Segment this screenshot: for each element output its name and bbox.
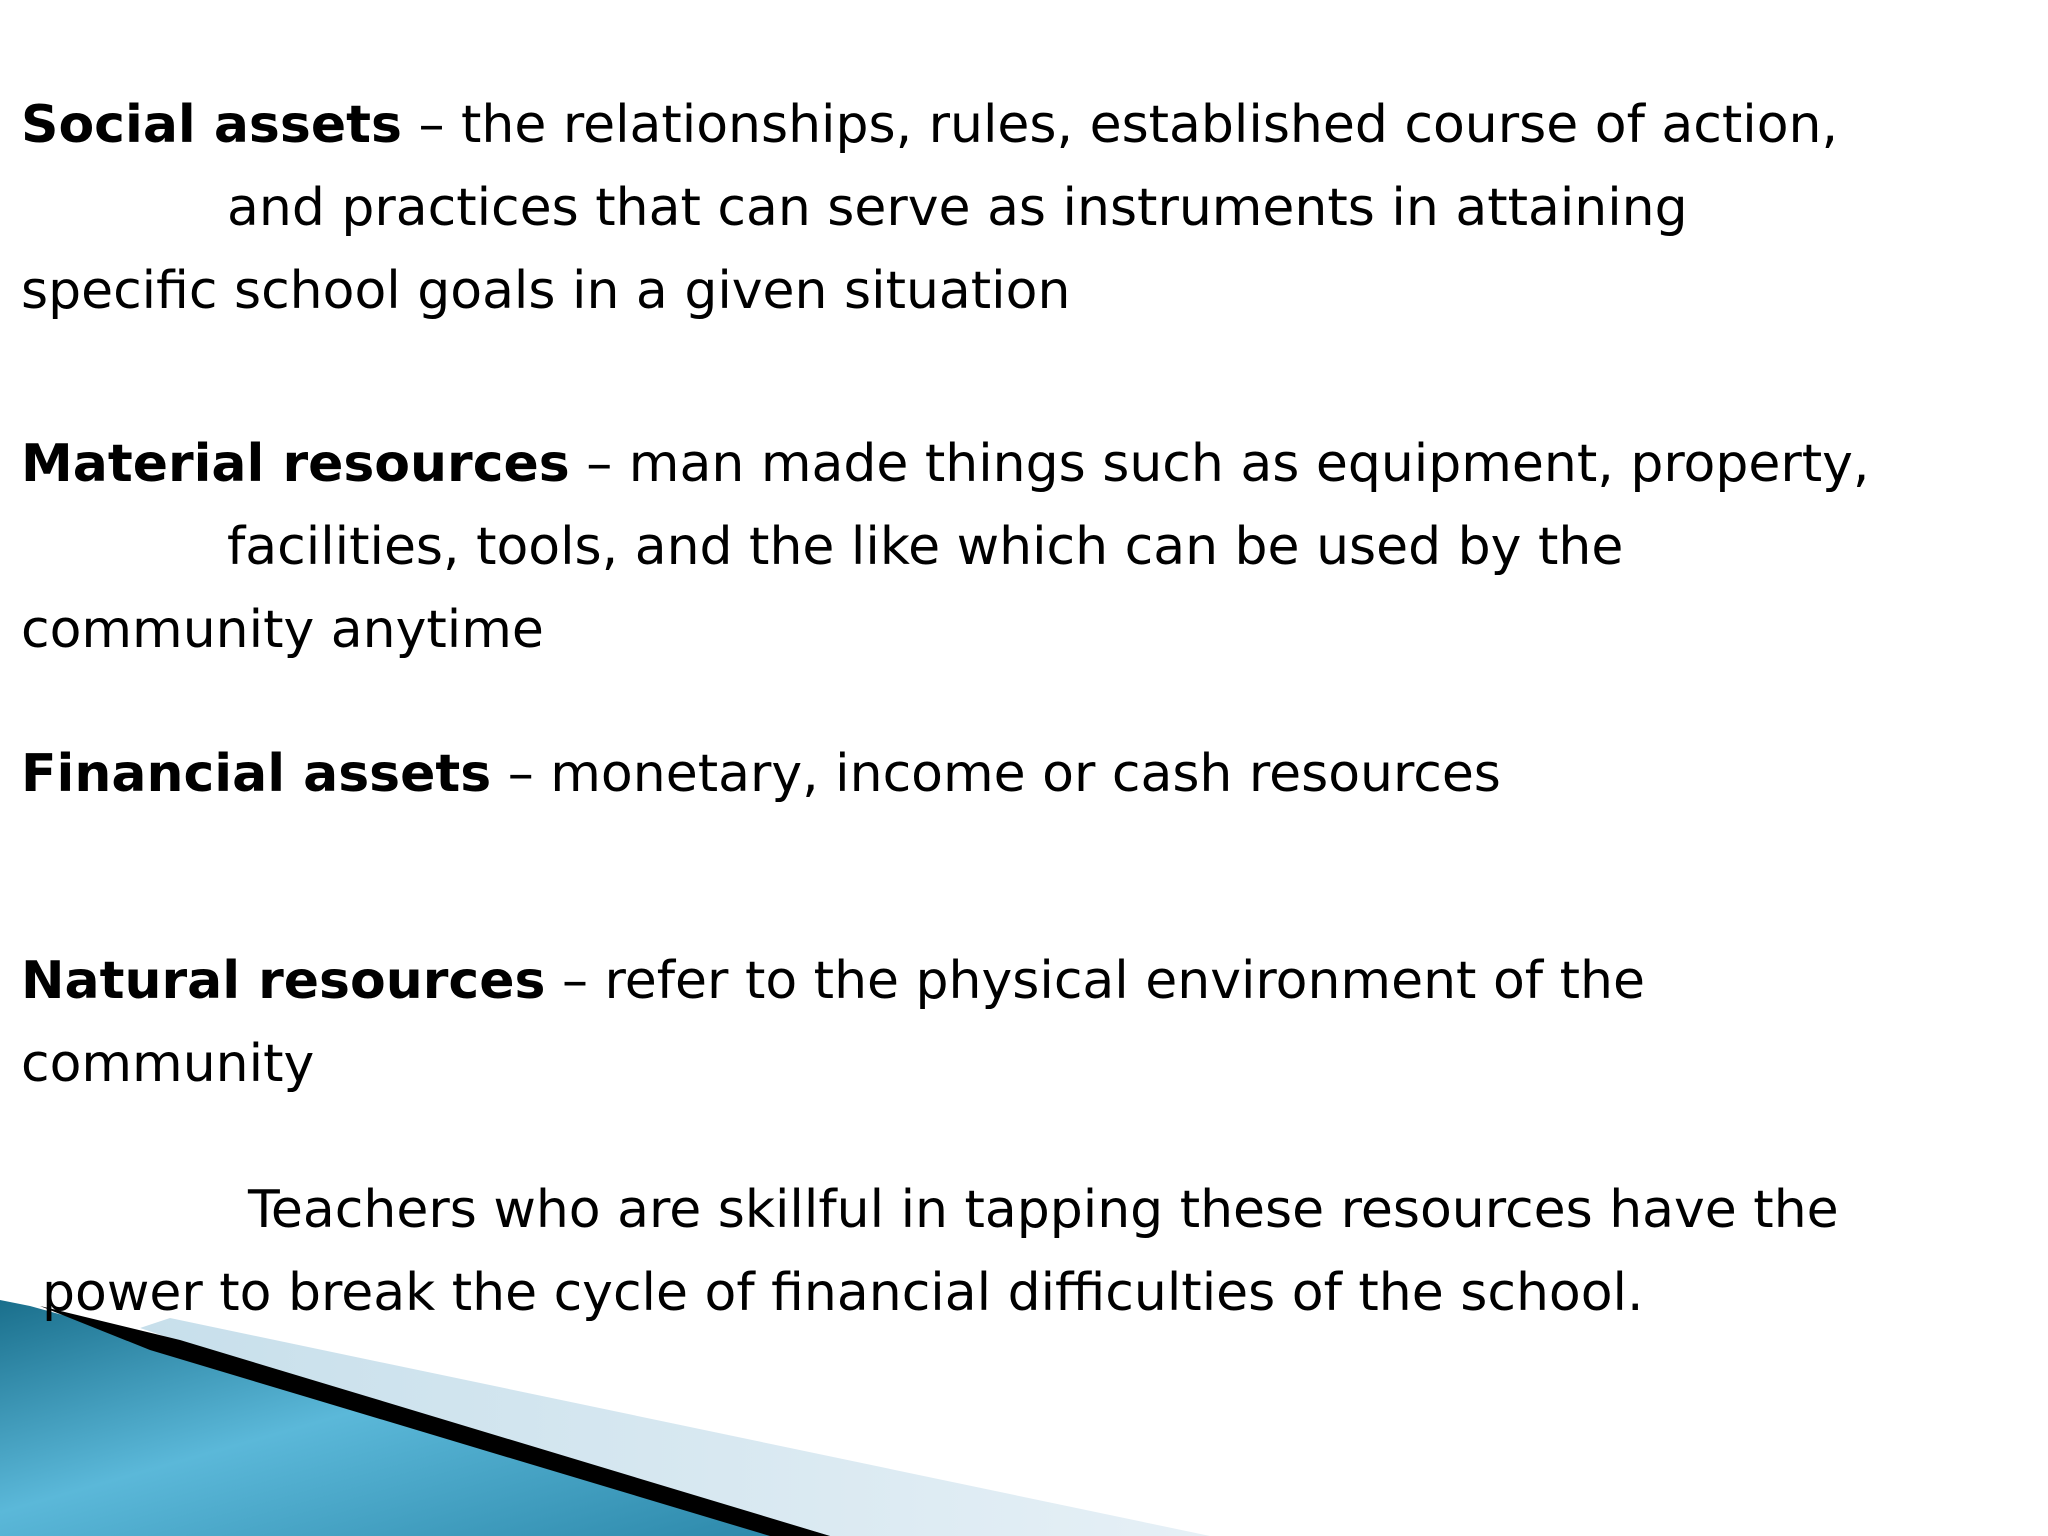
natural-resources-definition (21, 940, 1645, 1106)
natural-resources-line-2: community (21, 1034, 315, 1094)
material-resources-definition (21, 423, 1869, 672)
material-resources-line-1 (21, 423, 1869, 506)
financial-assets-term: Financial assets (21, 744, 492, 804)
social-assets-line-1 (21, 84, 1838, 167)
closing-line-2: power to break the cycle of financial difficulties of the school. (42, 1263, 1644, 1323)
closing-line-1: Teachers who are skillful in tapping these resources have the (248, 1180, 1839, 1240)
social-assets-line-3: specific school goals in a given situation (21, 261, 1071, 321)
material-resources-term: Material resources (21, 434, 570, 494)
social-assets-text-1: – the relationships, rules, established course of action, (401, 95, 1838, 155)
material-resources-line-3: community anytime (21, 600, 544, 660)
financial-assets-definition (21, 733, 1501, 816)
natural-resources-line-1 (21, 940, 1645, 1023)
financial-assets-line-1 (21, 733, 1501, 816)
social-assets-term: Social assets (21, 95, 402, 155)
social-assets-definition (21, 84, 1838, 333)
natural-resources-term: Natural resources (21, 951, 546, 1011)
material-resources-line-2: facilities, tools, and the like which can be used by the (227, 517, 1624, 577)
social-assets-line-2: and practices that can serve as instruments in attaining (227, 178, 1688, 238)
natural-resources-text-1: – refer to the physical environment of the (545, 951, 1645, 1011)
financial-assets-text-1: – monetary, income or cash resources (491, 744, 1501, 804)
closing-statement (21, 1169, 1839, 1335)
material-resources-text-1: – man made things such as equipment, property, (569, 434, 1870, 494)
